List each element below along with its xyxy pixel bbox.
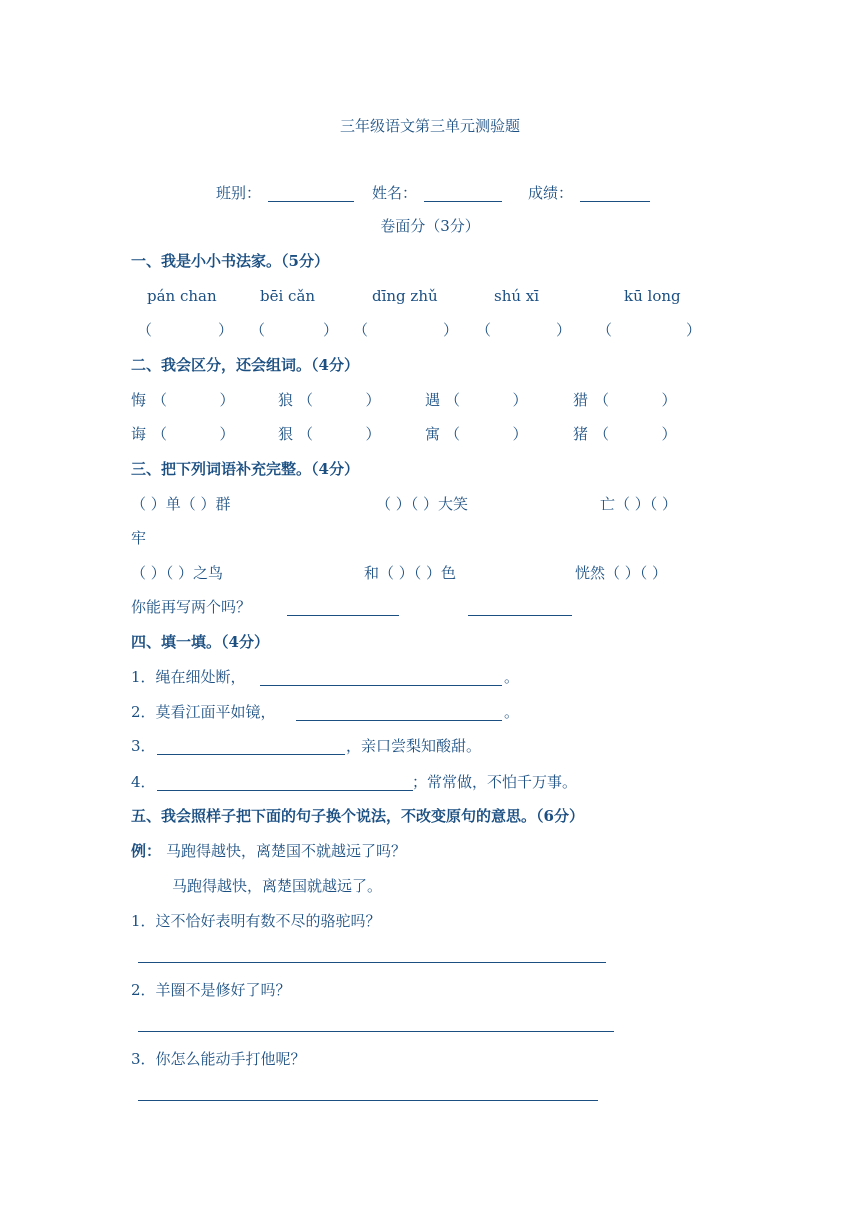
- answer-box-4-close: ）: [556, 321, 572, 339]
- idiom-4[interactable]: （ ）（ ）之鸟: [131, 564, 224, 582]
- pinyin-3: dīng zhǔ: [372, 287, 438, 305]
- rewrite-q1: 1．这不恰好表明有数不尽的骆驼吗？: [131, 912, 381, 930]
- idiom-3[interactable]: 亡（ ）（ ）: [600, 495, 678, 513]
- char-row1-3: 遇: [425, 391, 441, 409]
- section4-heading: 四、填一填。（4分）: [131, 633, 269, 651]
- word-box[interactable]: （ ）: [445, 425, 528, 443]
- answer-box-2-close: ）: [323, 321, 339, 339]
- neatness-score: 卷面分（3分）: [380, 217, 480, 235]
- rewrite-q1-answer-line[interactable]: [138, 962, 606, 963]
- word-box[interactable]: （ ）: [152, 391, 235, 409]
- score-label: 成绩：: [528, 184, 574, 202]
- answer-box-3[interactable]: （: [353, 321, 369, 339]
- extra-blank-1[interactable]: [287, 615, 399, 616]
- name-label: 姓名：: [372, 184, 418, 202]
- fill-q1-prefix: 1．绳在细处断，: [131, 668, 246, 686]
- fill-q1-suffix: 。: [504, 668, 520, 686]
- idiom-2[interactable]: （ ）（ ）大笑: [376, 495, 469, 513]
- name-blank[interactable]: [424, 201, 502, 202]
- fill-q2-suffix: 。: [504, 703, 520, 721]
- char-row2-1: 诲: [131, 425, 147, 443]
- word-box[interactable]: （ ）: [594, 391, 677, 409]
- page-title: 三年级语文第三单元测验题: [339, 117, 520, 135]
- section3-heading: 三、把下列词语补充完整。（4分）: [131, 460, 359, 478]
- write-two-more: 你能再写两个吗？: [131, 598, 252, 616]
- word-box[interactable]: （ ）: [298, 391, 381, 409]
- extra-blank-2[interactable]: [468, 615, 572, 616]
- answer-box-4[interactable]: （: [476, 321, 492, 339]
- fill-q3-prefix: 3．: [131, 737, 156, 755]
- pinyin-5: kū long: [624, 287, 681, 305]
- fill-q3-blank[interactable]: [157, 754, 345, 755]
- rewrite-q2: 2．羊圈不是修好了吗？: [131, 981, 291, 999]
- section2-heading: 二、我会区分，还会组词。（4分）: [131, 356, 359, 374]
- rewrite-q3: 3．你怎么能动手打他呢？: [131, 1050, 306, 1068]
- char-row1-2: 狼: [278, 391, 294, 409]
- idiom-1[interactable]: （ ）单（ ）群: [131, 495, 231, 513]
- char-row2-3: 寓: [425, 425, 441, 443]
- word-box[interactable]: （ ）: [594, 425, 677, 443]
- fill-q2-blank[interactable]: [296, 720, 502, 721]
- idiom-3-continued: 牢: [131, 529, 147, 547]
- example-answer: 马跑得越快，离楚国就越远了。: [172, 877, 383, 895]
- char-row2-4: 猪: [573, 425, 589, 443]
- fill-q1-blank[interactable]: [260, 685, 502, 686]
- word-box[interactable]: （ ）: [152, 425, 235, 443]
- answer-box-1[interactable]: （: [137, 321, 153, 339]
- answer-box-1-close: ）: [218, 321, 234, 339]
- rewrite-q3-answer-line[interactable]: [138, 1100, 598, 1101]
- answer-box-2[interactable]: （: [250, 321, 266, 339]
- class-label: 班别：: [216, 184, 262, 202]
- char-row1-1: 悔: [131, 391, 147, 409]
- pinyin-1: pán chan: [147, 287, 217, 305]
- fill-q4-blank[interactable]: [157, 790, 413, 791]
- char-row2-2: 狠: [278, 425, 294, 443]
- word-box[interactable]: （ ）: [445, 391, 528, 409]
- section5-heading: 五、我会照样子把下面的句子换个说法，不改变原句的意思。（6分）: [131, 807, 584, 825]
- class-blank[interactable]: [268, 201, 354, 202]
- rewrite-q2-answer-line[interactable]: [138, 1031, 614, 1032]
- answer-box-3-close: ）: [443, 321, 459, 339]
- score-blank[interactable]: [580, 201, 650, 202]
- answer-box-5[interactable]: （: [597, 321, 613, 339]
- fill-q4-prefix: 4．: [131, 773, 156, 791]
- fill-q2-prefix: 2．莫看江面平如镜，: [131, 703, 276, 721]
- section1-heading: 一、我是小小书法家。（5分）: [131, 252, 329, 270]
- word-box[interactable]: （ ）: [298, 425, 381, 443]
- example-label: 例：: [131, 842, 162, 860]
- example-question: 马跑得越快，离楚国不就越远了吗？: [166, 842, 407, 860]
- char-row1-4: 猎: [573, 391, 589, 409]
- idiom-6[interactable]: 恍然（ ）（ ）: [575, 564, 668, 582]
- pinyin-4: shú xī: [494, 287, 540, 305]
- fill-q4-suffix: ；常常做，不怕千万事。: [412, 773, 578, 791]
- fill-q3-suffix: ，亲口尝梨知酸甜。: [346, 737, 482, 755]
- idiom-5[interactable]: 和（ ）（ ）色: [364, 564, 457, 582]
- answer-box-5-close: ）: [686, 321, 702, 339]
- pinyin-2: bēi cǎn: [260, 287, 316, 305]
